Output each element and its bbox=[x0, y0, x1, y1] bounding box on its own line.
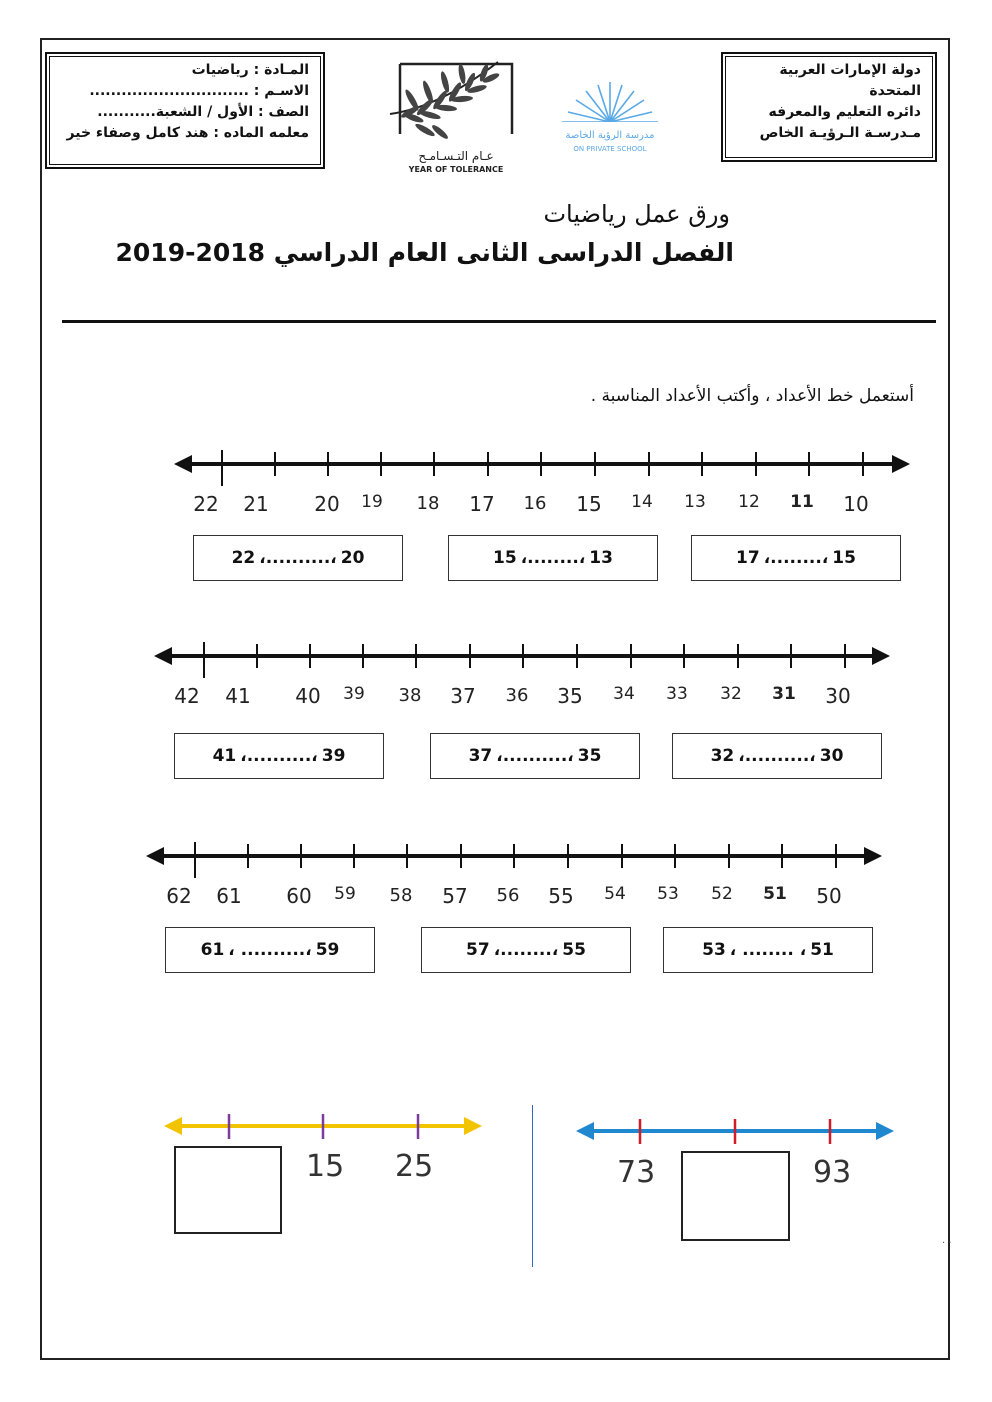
semester-title: الفصل الدراسى الثانى العام الدراسي 2018-2019 bbox=[115, 238, 734, 267]
tick-label: 34 bbox=[613, 684, 635, 704]
tick-label: 33 bbox=[666, 684, 688, 704]
year-of-tolerance-logo bbox=[370, 52, 520, 177]
answer-box[interactable] bbox=[165, 927, 375, 973]
box-right-number: 15 bbox=[832, 548, 856, 568]
answer-blank[interactable]: ،..........، bbox=[738, 746, 816, 766]
tolerance-emblem-icon bbox=[370, 52, 520, 177]
answer-blank[interactable]: ،..........، bbox=[240, 746, 318, 766]
skip-value-a: 73 bbox=[617, 1155, 656, 1190]
tick-label: 30 bbox=[825, 684, 851, 708]
tick-label: 55 bbox=[548, 884, 574, 908]
answer-box[interactable] bbox=[174, 733, 384, 779]
answer-box[interactable] bbox=[448, 535, 658, 581]
tick-label: 57 bbox=[442, 884, 468, 908]
answer-box[interactable] bbox=[430, 733, 640, 779]
box-left-number: 57 bbox=[466, 940, 490, 960]
number-line-2 bbox=[150, 640, 895, 720]
school-name-line: مـدرسـة الـرؤيـة الخاص bbox=[759, 125, 921, 141]
department-line: دائره التعليم والمعرفه bbox=[768, 104, 921, 120]
tick-label: 14 bbox=[631, 492, 653, 512]
tick-label: 20 bbox=[314, 492, 340, 516]
tick-label: 31 bbox=[772, 684, 796, 704]
answer-box[interactable] bbox=[691, 535, 901, 581]
tick-label: 60 bbox=[286, 884, 312, 908]
section-divider bbox=[532, 1105, 533, 1267]
tick-label: 21 bbox=[243, 492, 269, 516]
skip-line-yellow bbox=[160, 1108, 490, 1148]
box-left-number: 37 bbox=[468, 746, 493, 766]
name-field: الاسـم : .............................. bbox=[89, 83, 309, 99]
tick-label: 22 bbox=[193, 492, 219, 516]
box-right-number: 13 bbox=[589, 548, 613, 568]
tick-label: 58 bbox=[389, 885, 413, 906]
header-divider bbox=[62, 320, 936, 323]
answer-blank[interactable]: ، ..........، bbox=[228, 940, 312, 960]
tick-label: 39 bbox=[343, 684, 365, 704]
tick-label: 35 bbox=[557, 684, 583, 708]
box-right-number: 39 bbox=[321, 746, 346, 766]
stray-mark: · · bbox=[942, 1238, 952, 1249]
answer-blank[interactable]: ،........، bbox=[763, 548, 829, 568]
answer-blank[interactable]: ،........، bbox=[493, 940, 559, 960]
skip-line-blue bbox=[572, 1113, 902, 1153]
subject-label: المـادة : رياضيات bbox=[191, 62, 309, 78]
box-right-number: 35 bbox=[577, 746, 602, 766]
tick-label: 59 bbox=[334, 884, 356, 904]
grade-field: الصف : الأول / الشعبة........... bbox=[97, 104, 309, 120]
tick-label: 51 bbox=[763, 884, 787, 904]
tick-label: 36 bbox=[505, 685, 529, 706]
worksheet-title: ورق عمل رياضيات bbox=[543, 200, 730, 228]
tolerance-english-text: YEAR OF TOLERANCE bbox=[408, 165, 504, 174]
answer-blank[interactable]: ، ........ ، bbox=[729, 940, 807, 960]
box-left-number: 15 bbox=[493, 548, 517, 568]
instruction-text: أستعمل خط الأعداد ، وأكتب الأعداد المناسبة . bbox=[590, 386, 914, 406]
box-left-number: 32 bbox=[710, 746, 735, 766]
skip-value-a: 15 bbox=[306, 1149, 345, 1184]
tick-label: 11 bbox=[790, 492, 814, 512]
number-line-3 bbox=[142, 840, 887, 920]
tick-label: 17 bbox=[469, 492, 495, 516]
answer-square[interactable] bbox=[174, 1146, 282, 1234]
tolerance-arabic-text: عـام التـسـامـح bbox=[418, 149, 494, 163]
answer-square[interactable] bbox=[681, 1151, 790, 1241]
tick-label: 62 bbox=[166, 884, 192, 908]
tick-label: 10 bbox=[843, 492, 869, 516]
country-line2: المتحدة bbox=[869, 83, 921, 99]
answer-blank[interactable]: ،..........، bbox=[259, 548, 337, 568]
sunburst-icon bbox=[548, 80, 678, 160]
tick-label: 54 bbox=[604, 884, 626, 904]
teacher-label: معلمه الماده : هند كامل وصفاء خير bbox=[66, 125, 309, 141]
answer-box[interactable] bbox=[672, 733, 882, 779]
answer-blank[interactable]: ،........، bbox=[520, 548, 586, 568]
answer-box[interactable] bbox=[421, 927, 631, 973]
answer-box[interactable] bbox=[663, 927, 873, 973]
tick-label: 53 bbox=[657, 884, 679, 904]
tick-label: 38 bbox=[398, 685, 422, 706]
skip-value-b: 25 bbox=[395, 1149, 434, 1184]
tick-label: 19 bbox=[361, 492, 383, 512]
country-line1: دولة الإمارات العربية bbox=[779, 62, 921, 78]
tick-label: 12 bbox=[738, 492, 760, 512]
tick-label: 32 bbox=[720, 684, 742, 704]
tick-label: 52 bbox=[711, 884, 733, 904]
student-info-box bbox=[45, 52, 325, 169]
tick-label: 61 bbox=[216, 884, 242, 908]
tick-label: 18 bbox=[416, 493, 440, 514]
box-left-number: 22 bbox=[231, 548, 256, 568]
tick-label: 13 bbox=[684, 492, 706, 512]
school-arabic-text: مدرسة الرؤية الخاصة bbox=[565, 130, 655, 141]
tick-label: 37 bbox=[450, 684, 476, 708]
tick-label: 42 bbox=[174, 684, 200, 708]
school-info-box bbox=[721, 52, 937, 162]
box-right-number: 59 bbox=[315, 940, 340, 960]
answer-box[interactable] bbox=[193, 535, 403, 581]
tick-label: 16 bbox=[523, 493, 547, 514]
box-right-number: 30 bbox=[819, 746, 844, 766]
tick-label: 50 bbox=[816, 884, 842, 908]
school-logo bbox=[548, 80, 678, 160]
box-left-number: 53 bbox=[702, 940, 726, 960]
box-left-number: 61 bbox=[200, 940, 225, 960]
skip-value-b: 93 bbox=[813, 1155, 852, 1190]
box-left-number: 41 bbox=[212, 746, 237, 766]
tick-label: 40 bbox=[295, 684, 321, 708]
tick-label: 15 bbox=[576, 492, 602, 516]
box-left-number: 17 bbox=[736, 548, 760, 568]
tick-label: 41 bbox=[225, 684, 251, 708]
box-right-number: 20 bbox=[340, 548, 365, 568]
school-english-text: ON PRIVATE SCHOOL bbox=[573, 145, 647, 153]
tick-label: 56 bbox=[496, 885, 520, 906]
box-right-number: 51 bbox=[810, 940, 834, 960]
box-right-number: 55 bbox=[562, 940, 586, 960]
number-line-1 bbox=[170, 448, 915, 528]
answer-blank[interactable]: ،..........، bbox=[496, 746, 574, 766]
